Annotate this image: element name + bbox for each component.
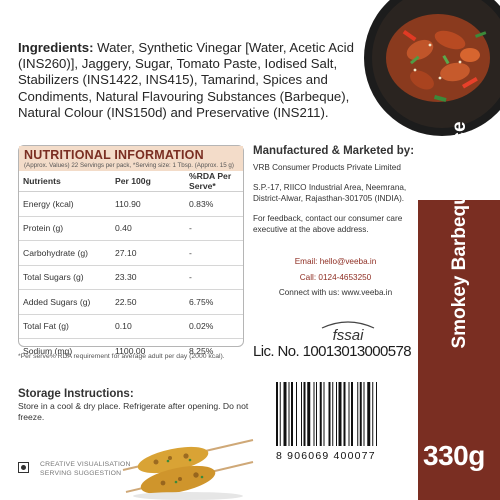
barcode-bar <box>307 382 310 446</box>
table-row <box>19 290 243 315</box>
nutrient-per-100g: 27.10 <box>111 241 185 266</box>
table-row <box>19 265 243 290</box>
manufacturer-block <box>253 145 418 239</box>
nutrient-per-100g: 22.50 <box>111 290 185 315</box>
fssai-logo-text: fssai <box>332 327 364 344</box>
nutrient-name: Total Fat (g) <box>19 314 111 339</box>
barcode-digits: 8 906069 400077 <box>276 450 376 462</box>
nutrient-rda: 0.83% <box>185 192 243 217</box>
email-link[interactable]: Email: hello@veeba.in <box>294 257 377 266</box>
nutrient-per-100g: 0.40 <box>111 216 185 241</box>
barcode-bar <box>291 382 293 446</box>
grilled-corn-image <box>118 430 258 500</box>
manufacturer-address: S.P.-17, RIICO Industrial Area, Neemrana, District-Alwar, Rajasthan-301705 (INDIA). <box>253 183 407 204</box>
nutrition-table <box>18 145 244 356</box>
manufacturer-title: Manufactured & Marketed by: <box>253 145 415 157</box>
barcode-bar <box>289 382 290 446</box>
nutrient-rda: - <box>185 265 243 290</box>
table-row <box>19 216 243 241</box>
phone-link[interactable]: Call: 0124-4653250 <box>299 272 372 282</box>
nutrient-per-100g: 1100.00 <box>115 345 146 356</box>
website-link[interactable]: Connect with us: www.veeba.in <box>278 288 393 297</box>
veg-symbol-icon <box>18 462 29 473</box>
nutrition-grid <box>19 171 243 363</box>
manufacturer-company: VRB Consumer Products Private Limited <box>253 163 401 172</box>
nutrient-name: Carbohydrate (g) <box>19 241 111 266</box>
barcode-bar <box>360 382 362 446</box>
product-name: Smokey Barbeque Sauce <box>449 121 470 349</box>
nutrient-per-100g: 0.10 <box>111 314 185 339</box>
ingredients-label: Ingredients: <box>18 40 94 55</box>
barcode-bar <box>367 382 370 446</box>
storage-text: Store in a cool & dry place. Refrigerate after opening. Do not freeze. <box>18 401 249 422</box>
nutrition-title: NUTRITIONAL INFORMATION <box>24 148 204 162</box>
barcode-bar <box>372 382 373 446</box>
nutrient-rda: 8.25% <box>189 345 214 356</box>
nutrient-name: Total Sugars (g) <box>19 265 111 290</box>
column-header-rda: %RDA Per Serve* <box>185 171 243 192</box>
barcode-bar <box>301 382 302 446</box>
table-row <box>19 192 243 217</box>
column-header-per-100g: Per 100g <box>111 171 185 192</box>
barcode-bar <box>280 382 281 446</box>
nutrient-rda: - <box>185 216 243 241</box>
nutrient-rda: - <box>185 241 243 266</box>
barcode-bar <box>357 382 358 446</box>
barcode-bar <box>284 382 287 446</box>
barcode-bar <box>320 382 322 446</box>
barcode-bar <box>376 382 377 446</box>
ingredients-list: Water, Synthetic Vinegar [Water, Acetic Acid (INS260)], Jaggery, Sugar, Tomato Paste, Iodised Salt, Stabilizers (INS1422, INS415), Tamarind, Spices and Condiments, Natural Flavouring Substances (Barbeque), Natural Colour (INS150d) and Preservative (INS211). <box>18 40 354 120</box>
contact-block <box>253 254 418 301</box>
column-header-nutrients: Nutrients <box>19 171 111 192</box>
nutrient-name: Added Sugars (g) <box>19 290 111 315</box>
nutrition-header <box>19 146 243 171</box>
nutrient-rda: 6.75% <box>185 290 243 315</box>
barcode-bar <box>351 382 353 446</box>
table-row <box>19 241 243 266</box>
barcode-bar <box>329 382 331 446</box>
barcode-bar <box>314 382 315 446</box>
nutrient-name: Protein (g) <box>19 216 111 241</box>
storage-title: Storage Instructions: <box>18 388 134 400</box>
serving-line-1: CREATIVE VISUALISATION <box>40 461 131 468</box>
storage-block <box>18 389 258 423</box>
barcode-bar <box>339 382 342 446</box>
nutrition-header-row <box>19 171 243 192</box>
nutrient-per-100g: 110.90 <box>111 192 185 217</box>
nutrient-rda: 0.02% <box>185 314 243 339</box>
barcode <box>273 380 411 462</box>
nutrition-note: (Approx. Values) 22 Servings per pack, *Serving size: 1 Tbsp. (Approx. 15 g) <box>24 162 234 169</box>
license-number: Lic. No. 10013013000578 <box>253 343 412 360</box>
barcode-bar <box>304 382 306 446</box>
barcode-bar <box>324 382 325 446</box>
barcode-bar <box>349 382 350 446</box>
net-weight: 330g <box>423 440 485 471</box>
barcode-bar <box>344 382 346 446</box>
nutrient-name: Energy (kcal) <box>19 192 111 217</box>
barcode-bar <box>336 382 337 446</box>
table-row <box>19 314 243 339</box>
serving-line-2: SERVING SUGGESTION <box>40 470 122 477</box>
barcode-bar <box>276 382 278 446</box>
nutrient-per-100g: 23.30 <box>111 265 185 290</box>
barcode-bar <box>332 382 333 446</box>
rda-footnote: *Per serve% RDA requirement for average adult per day (2000 kcal). <box>18 353 225 360</box>
barcode-bar <box>296 382 297 446</box>
barcode-bar <box>364 382 365 446</box>
ingredients-text <box>18 40 363 121</box>
barcode-bar <box>316 382 317 446</box>
fssai-logo <box>318 318 378 344</box>
nutrient-name: Sodium (mg) <box>23 345 73 356</box>
feedback-text: For feedback, contact our consumer care executive at the above address. <box>253 213 403 234</box>
